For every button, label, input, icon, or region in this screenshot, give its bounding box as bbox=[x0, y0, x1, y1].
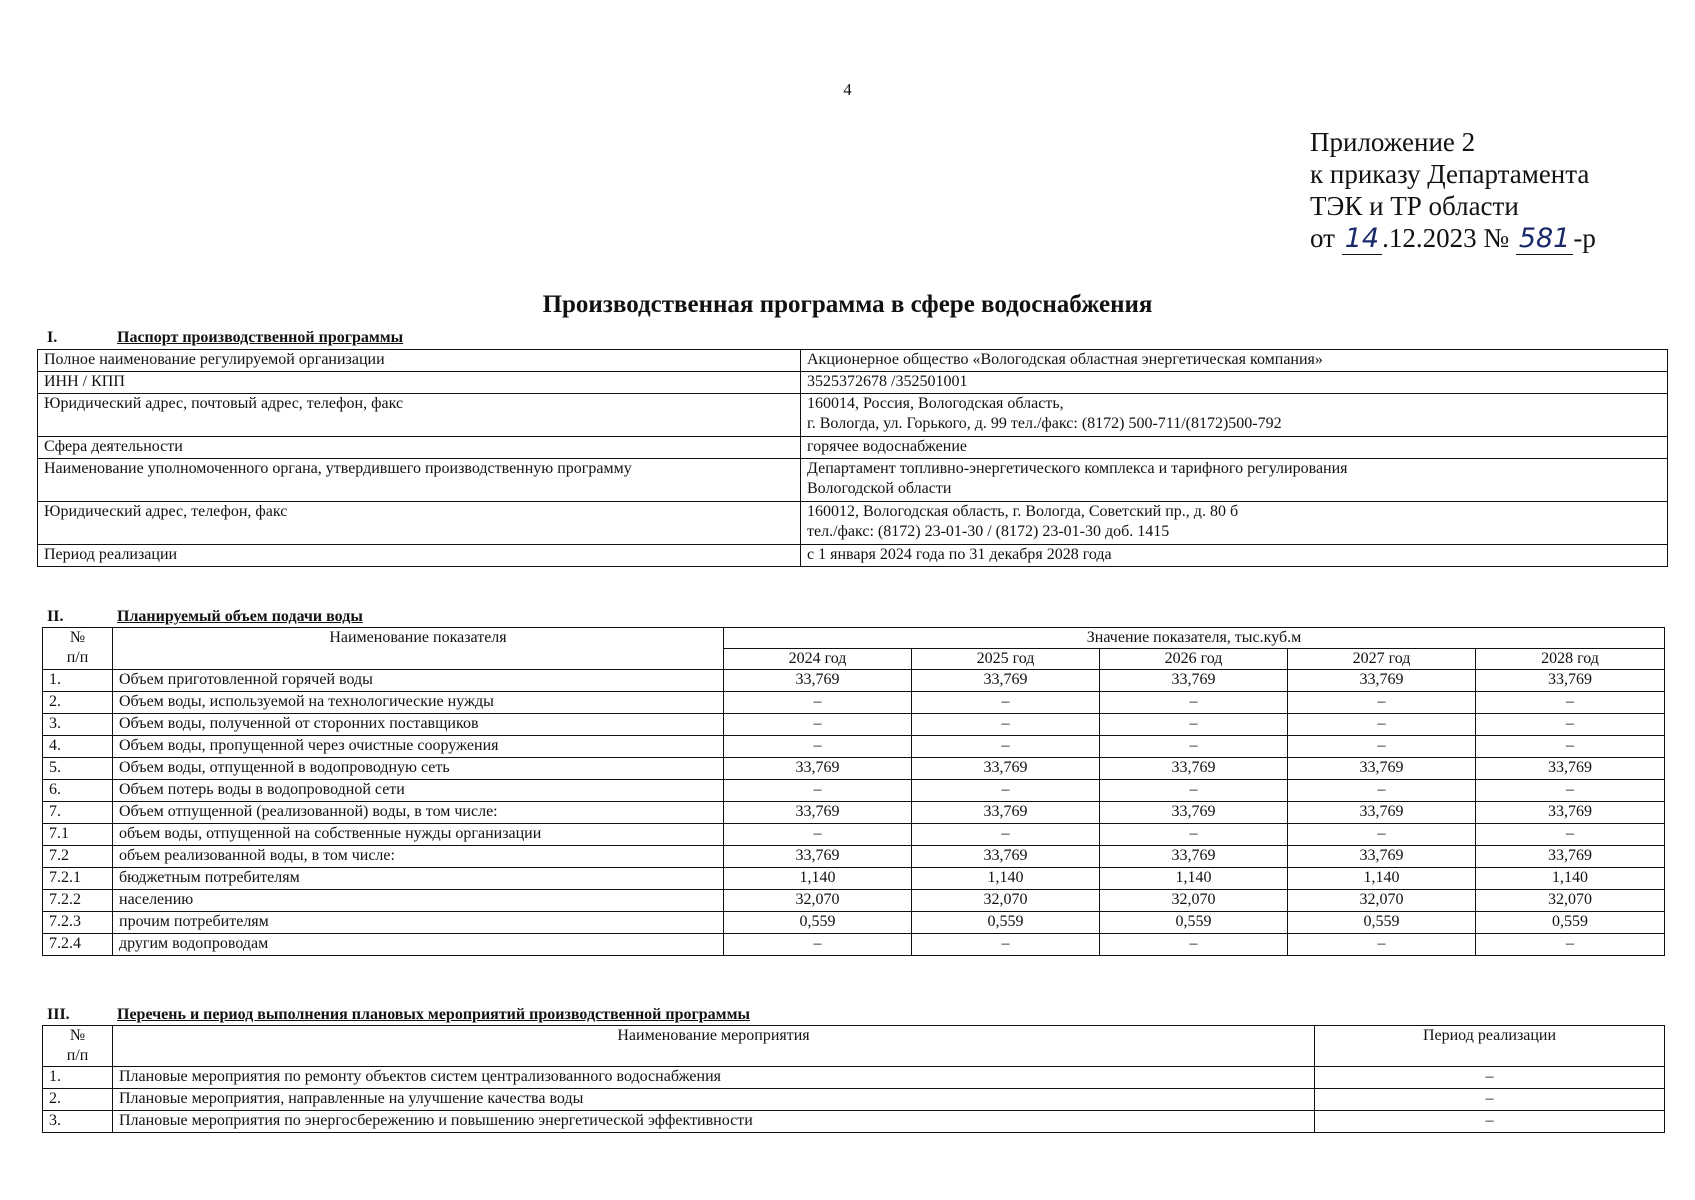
row-number: 7.2.4 bbox=[43, 934, 113, 956]
indicator-value: – bbox=[912, 736, 1100, 758]
section3-heading bbox=[45, 1006, 750, 1024]
row-number: 1. bbox=[43, 1067, 113, 1089]
measure-period: – bbox=[1315, 1089, 1665, 1111]
indicator-name: Объем воды, пропущенной через очистные сооружения bbox=[113, 736, 724, 758]
indicator-value: – bbox=[1476, 714, 1665, 736]
passport-row bbox=[38, 394, 1668, 437]
section2-heading bbox=[45, 608, 363, 626]
date-day-handwritten: 14 bbox=[1342, 223, 1382, 255]
indicator-name: прочим потребителям bbox=[113, 912, 724, 934]
appendix-block bbox=[1310, 126, 1596, 255]
passport-row bbox=[38, 545, 1668, 567]
indicator-value: 32,070 bbox=[724, 890, 912, 912]
document-title: Производственная программа в сфере водоснабжения bbox=[542, 291, 1153, 318]
indicator-value: 33,769 bbox=[1288, 758, 1476, 780]
indicator-value: – bbox=[1476, 934, 1665, 956]
passport-value-line: Вологодской области bbox=[807, 480, 952, 497]
indicator-value: 33,769 bbox=[1288, 846, 1476, 868]
date-prefix: от bbox=[1310, 223, 1335, 253]
appendix-line-3: ТЭК и ТР области bbox=[1310, 191, 1519, 221]
row-number: 2. bbox=[43, 692, 113, 714]
col-name-header: Наименование показателя bbox=[113, 628, 724, 670]
year-header: 2026 год bbox=[1100, 649, 1288, 670]
passport-label: Сфера деятельности bbox=[38, 437, 801, 459]
passport-value-line: с 1 января 2024 года по 31 декабря 2028 года bbox=[807, 546, 1112, 563]
indicator-value: 0,559 bbox=[912, 912, 1100, 934]
row-number: 4. bbox=[43, 736, 113, 758]
table-row bbox=[43, 692, 1665, 714]
table-row bbox=[43, 868, 1665, 890]
indicator-value: – bbox=[1288, 714, 1476, 736]
indicator-value: – bbox=[1476, 824, 1665, 846]
table-row bbox=[43, 670, 1665, 692]
table-row bbox=[43, 824, 1665, 846]
indicator-value: 33,769 bbox=[1288, 670, 1476, 692]
indicator-value: – bbox=[1476, 736, 1665, 758]
indicator-value: – bbox=[1100, 780, 1288, 802]
measures-col-name-header: Наименование мероприятия bbox=[113, 1026, 1315, 1067]
indicator-value: – bbox=[1100, 824, 1288, 846]
indicator-value: – bbox=[912, 934, 1100, 956]
section3-title: Перечень и период выполнения плановых мероприятий производственной программы bbox=[117, 1006, 750, 1023]
passport-value bbox=[801, 459, 1668, 502]
table-row bbox=[43, 890, 1665, 912]
indicator-name: объем воды, отпущенной на собственные нужды организации bbox=[113, 824, 724, 846]
indicator-value: 1,140 bbox=[912, 868, 1100, 890]
passport-row bbox=[38, 502, 1668, 545]
col-value-header: Значение показателя, тыс.куб.м bbox=[724, 628, 1665, 649]
passport-value-line: 3525372678 /352501001 bbox=[807, 373, 968, 390]
indicator-value: 33,769 bbox=[724, 802, 912, 824]
indicator-name: Объем приготовленной горячей воды bbox=[113, 670, 724, 692]
table-row bbox=[43, 846, 1665, 868]
section2-title: Планируемый объем подачи воды bbox=[117, 608, 363, 625]
water-supply-table bbox=[42, 627, 1665, 956]
indicator-name: объем реализованной воды, в том числе: bbox=[113, 846, 724, 868]
indicator-value: – bbox=[912, 824, 1100, 846]
indicator-value: 1,140 bbox=[724, 868, 912, 890]
passport-table bbox=[37, 349, 1668, 567]
measure-name: Плановые мероприятия по энергосбережению и повышению энергетической эффективности bbox=[113, 1111, 1315, 1133]
indicator-value: 33,769 bbox=[1100, 670, 1288, 692]
passport-label: ИНН / КПП bbox=[38, 372, 801, 394]
passport-value bbox=[801, 394, 1668, 437]
indicator-value: – bbox=[724, 824, 912, 846]
indicator-value: – bbox=[1100, 714, 1288, 736]
passport-label: Наименование уполномоченного органа, утвердившего производственную программу bbox=[38, 459, 801, 502]
indicator-value: 1,140 bbox=[1476, 868, 1665, 890]
row-number: 7.2.2 bbox=[43, 890, 113, 912]
passport-label: Юридический адрес, телефон, факс bbox=[38, 502, 801, 545]
row-number: 5. bbox=[43, 758, 113, 780]
order-suffix: -р bbox=[1573, 223, 1596, 253]
passport-label: Период реализации bbox=[38, 545, 801, 567]
passport-value bbox=[801, 372, 1668, 394]
page-number: 4 bbox=[843, 80, 852, 99]
indicator-value: 33,769 bbox=[1476, 758, 1665, 780]
indicator-value: 33,769 bbox=[724, 846, 912, 868]
passport-row bbox=[38, 437, 1668, 459]
year-header: 2028 год bbox=[1476, 649, 1665, 670]
indicator-value: 33,769 bbox=[1100, 802, 1288, 824]
section1-title: Паспорт производственной программы bbox=[117, 329, 404, 346]
indicator-name: Объем воды, используемой на технологические нужды bbox=[113, 692, 724, 714]
indicator-value: – bbox=[724, 780, 912, 802]
order-number-handwritten: 581 bbox=[1516, 223, 1574, 255]
table-row bbox=[43, 1067, 1665, 1089]
indicator-value: 33,769 bbox=[912, 846, 1100, 868]
passport-row bbox=[38, 372, 1668, 394]
passport-value-line: Департамент топливно-энергетического комплекса и тарифного регулирования bbox=[807, 460, 1348, 477]
indicator-name: другим водопроводам bbox=[113, 934, 724, 956]
indicator-value: 33,769 bbox=[1288, 802, 1476, 824]
measures-col-number-header: № п/п bbox=[43, 1026, 113, 1067]
year-header: 2027 год bbox=[1288, 649, 1476, 670]
passport-value-line: тел./факс: (8172) 23-01-30 / (8172) 23-01-30 доб. 1415 bbox=[807, 523, 1170, 540]
section1-number: I. bbox=[47, 329, 58, 346]
appendix-line-1: Приложение 2 bbox=[1310, 127, 1476, 157]
passport-label: Юридический адрес, почтовый адрес, телефон, факс bbox=[38, 394, 801, 437]
measures-table bbox=[42, 1025, 1665, 1133]
indicator-value: – bbox=[912, 714, 1100, 736]
indicator-value: 32,070 bbox=[1476, 890, 1665, 912]
appendix-date-line bbox=[1310, 222, 1596, 255]
indicator-value: 0,559 bbox=[724, 912, 912, 934]
passport-row bbox=[38, 459, 1668, 502]
date-rest: .12.2023 № bbox=[1382, 223, 1510, 253]
indicator-value: 33,769 bbox=[724, 670, 912, 692]
section3-number: III. bbox=[47, 1006, 70, 1023]
indicator-value: – bbox=[1288, 692, 1476, 714]
row-number: 3. bbox=[43, 1111, 113, 1133]
indicator-value: 32,070 bbox=[1288, 890, 1476, 912]
indicator-value: 33,769 bbox=[1100, 846, 1288, 868]
row-number: 7.2.1 bbox=[43, 868, 113, 890]
row-number: 7.2 bbox=[43, 846, 113, 868]
indicator-value: – bbox=[912, 692, 1100, 714]
measure-period: – bbox=[1315, 1111, 1665, 1133]
table-row bbox=[43, 1089, 1665, 1111]
indicator-value: – bbox=[1288, 934, 1476, 956]
indicator-value: – bbox=[1476, 692, 1665, 714]
indicator-value: – bbox=[724, 692, 912, 714]
passport-value bbox=[801, 350, 1668, 372]
row-number: 2. bbox=[43, 1089, 113, 1111]
indicator-value: 33,769 bbox=[724, 758, 912, 780]
table-row bbox=[43, 934, 1665, 956]
passport-label: Полное наименование регулируемой организации bbox=[38, 350, 801, 372]
indicator-value: 0,559 bbox=[1476, 912, 1665, 934]
indicator-value: – bbox=[1288, 824, 1476, 846]
row-number: 7.1 bbox=[43, 824, 113, 846]
indicator-value: 0,559 bbox=[1100, 912, 1288, 934]
table-row bbox=[43, 758, 1665, 780]
passport-value bbox=[801, 545, 1668, 567]
appendix-line-2: к приказу Департамента bbox=[1310, 159, 1590, 189]
indicator-value: – bbox=[912, 780, 1100, 802]
measure-name: Плановые мероприятия, направленные на улучшение качества воды bbox=[113, 1089, 1315, 1111]
row-number: 7. bbox=[43, 802, 113, 824]
indicator-value: 33,769 bbox=[1476, 670, 1665, 692]
row-number: 6. bbox=[43, 780, 113, 802]
year-header: 2024 год bbox=[724, 649, 912, 670]
measure-period: – bbox=[1315, 1067, 1665, 1089]
indicator-value: – bbox=[1100, 736, 1288, 758]
row-number: 3. bbox=[43, 714, 113, 736]
indicator-value: 1,140 bbox=[1288, 868, 1476, 890]
indicator-name: населению bbox=[113, 890, 724, 912]
passport-value-line: 160014, Россия, Вологодская область, bbox=[807, 395, 1064, 412]
indicator-value: – bbox=[1288, 780, 1476, 802]
indicator-value: 33,769 bbox=[1476, 802, 1665, 824]
indicator-value: – bbox=[1288, 736, 1476, 758]
indicator-name: Объем отпущенной (реализованной) воды, в том числе: bbox=[113, 802, 724, 824]
table-row bbox=[43, 802, 1665, 824]
indicator-value: – bbox=[724, 934, 912, 956]
table-row bbox=[43, 780, 1665, 802]
indicator-value: 1,140 bbox=[1100, 868, 1288, 890]
row-number: 1. bbox=[43, 670, 113, 692]
indicator-name: Объем воды, отпущенной в водопроводную сеть bbox=[113, 758, 724, 780]
passport-value bbox=[801, 437, 1668, 459]
indicator-value: 33,769 bbox=[1476, 846, 1665, 868]
indicator-value: – bbox=[1100, 692, 1288, 714]
passport-value-line: Акционерное общество «Вологодская областная энергетическая компания» bbox=[807, 351, 1323, 368]
indicator-value: 33,769 bbox=[912, 802, 1100, 824]
passport-value-line: горячее водоснабжение bbox=[807, 438, 967, 455]
indicator-name: Объем потерь воды в водопроводной сети bbox=[113, 780, 724, 802]
passport-value bbox=[801, 502, 1668, 545]
indicator-value: 33,769 bbox=[912, 758, 1100, 780]
table-row bbox=[43, 912, 1665, 934]
indicator-value: 33,769 bbox=[1100, 758, 1288, 780]
indicator-value: 0,559 bbox=[1288, 912, 1476, 934]
indicator-name: бюджетным потребителям bbox=[113, 868, 724, 890]
indicator-value: 32,070 bbox=[1100, 890, 1288, 912]
indicator-value: 32,070 bbox=[912, 890, 1100, 912]
table-row bbox=[43, 714, 1665, 736]
indicator-value: – bbox=[724, 736, 912, 758]
indicator-value: – bbox=[1476, 780, 1665, 802]
indicator-value: – bbox=[1100, 934, 1288, 956]
indicator-value: 33,769 bbox=[912, 670, 1100, 692]
indicator-name: Объем воды, полученной от сторонних поставщиков bbox=[113, 714, 724, 736]
measure-name: Плановые мероприятия по ремонту объектов систем централизованного водоснабжения bbox=[113, 1067, 1315, 1089]
passport-row bbox=[38, 350, 1668, 372]
passport-value-line: г. Вологда, ул. Горького, д. 99 тел./факс: (8172) 500-711/(8172)500-792 bbox=[807, 415, 1282, 432]
passport-value-line: 160012, Вологодская область, г. Вологда, Советский пр., д. 80 б bbox=[807, 503, 1239, 520]
col-number-header: № п/п bbox=[43, 628, 113, 670]
row-number: 7.2.3 bbox=[43, 912, 113, 934]
section1-heading bbox=[45, 329, 403, 347]
table-row bbox=[43, 1111, 1665, 1133]
measures-col-period-header: Период реализации bbox=[1315, 1026, 1665, 1067]
section2-number: II. bbox=[47, 608, 64, 625]
table-row bbox=[43, 736, 1665, 758]
year-header: 2025 год bbox=[912, 649, 1100, 670]
indicator-value: – bbox=[724, 714, 912, 736]
